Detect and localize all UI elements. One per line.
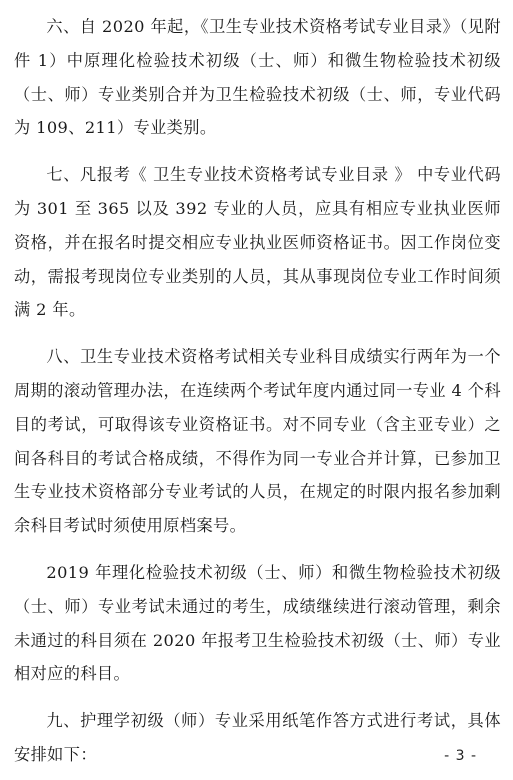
page-number: - 3 -: [444, 748, 477, 764]
paragraph-six: 六、自 2020 年起，《卫生专业技术资格考试专业目录》（见附件 1）中原理化检验技术初级（士、师）和微生物检验技术初级（士、师）专业类别合并为卫生检验技术初级（士、师，专业代码为 109、211）专业类别。: [14, 17, 501, 138]
paragraph-nine: 九、护理学初级（师）专业采用纸笔作答方式进行考试，具体安排如下：: [14, 711, 501, 764]
paragraph-gap: [14, 145, 501, 158]
paragraph-gap: [14, 691, 501, 704]
paragraph-gap: [14, 543, 501, 556]
paragraph-eight: 八、卫生专业技术资格考试相关专业科目成绩实行两年为一个周期的滚动管理办法，在连续两个考试年度内通过同一专业 4 个科目的考试，可取得该专业资格证书。对不同专业（含主亚专业）之间各科目的考试合格成绩，不得作为同一专业合并计算，已参加卫生专业技术资格部分专业考试的人员，在规定的时限内报名参加剩余科目考试时须使用原档案号。: [14, 347, 501, 536]
paragraph-seven: 七、凡报考《 卫生专业技术资格考试专业目录 》 中专业代码为 301 至 365 以及 392 专业的人员，应具有相应专业执业医师资格，并在报名时提交相应专业执业医师资格证书。因工作岗位变动，需报考现岗位专业类别的人员，其从事现岗位专业工作时间须满 2 年。: [14, 165, 501, 320]
paragraph-2019-note: 2019 年理化检验技术初级（士、师）和微生物检验技术初级（士、师）专业考试未通过的考生，成绩继续进行滚动管理，剩余未通过的科目须在 2020 年报考卫生检验技术初级（士、师）专业相对应的科目。: [14, 562, 501, 684]
paragraph-gap: [14, 327, 501, 340]
